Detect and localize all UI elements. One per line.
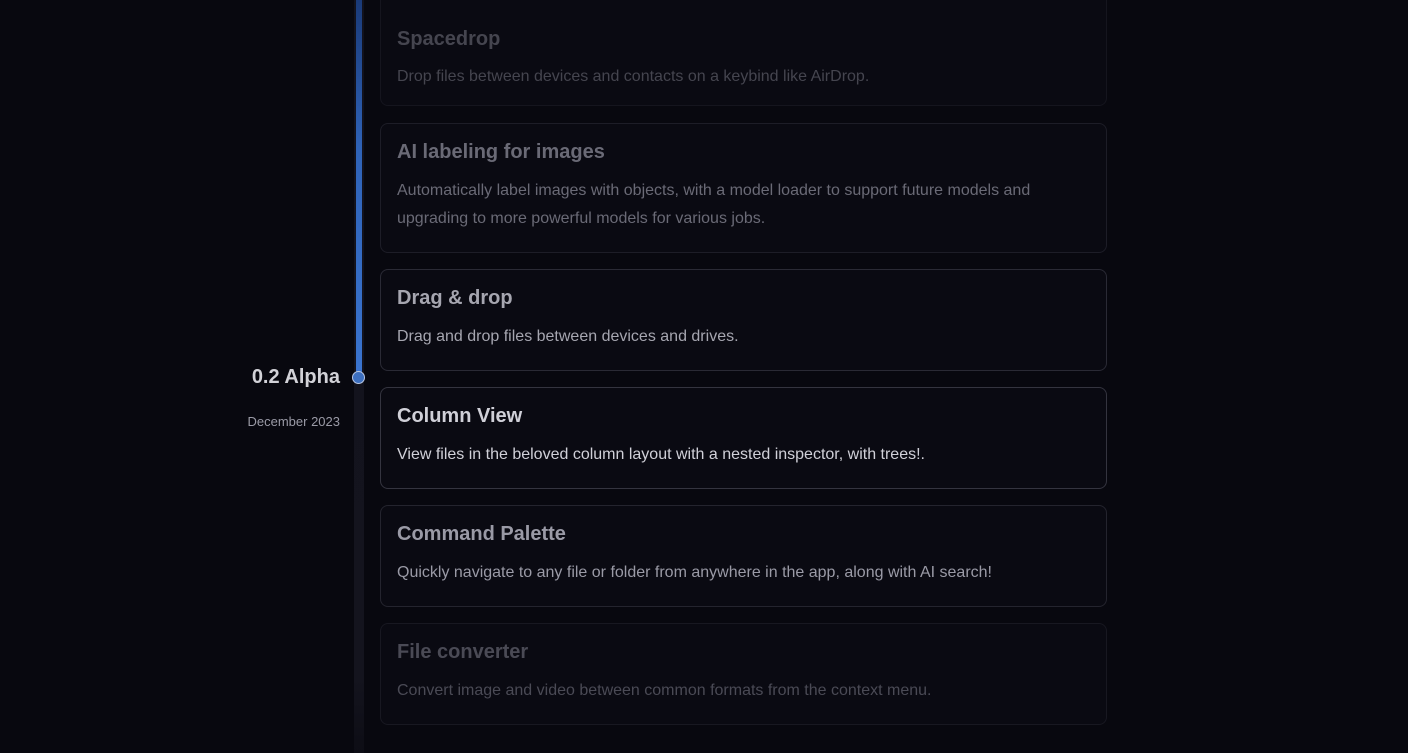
feature-title: File converter: [397, 641, 529, 663]
timeline-progress: [356, 0, 362, 380]
feature-title: Column View: [397, 405, 523, 427]
feature-description: Drag and drop files between devices and drives.: [397, 328, 739, 345]
timeline-milestone-dot: [352, 371, 365, 384]
feature-description: Quickly navigate to any file or folder from anywhere in the app, along with AI search!: [397, 564, 992, 581]
feature-description: Drop files between devices and contacts on a keybind like AirDrop.: [397, 68, 870, 85]
feature-title: Drag & drop: [397, 287, 513, 309]
feature-description: View files in the beloved column layout with a nested inspector, with trees!.: [397, 446, 925, 463]
feature-card-column-view: [380, 387, 1107, 489]
feature-description: Convert image and video between common formats from the context menu.: [397, 682, 932, 699]
feature-description: Automatically label images with objects, with a model loader to support future models and upgrading to more powerful models for various jobs.: [397, 182, 1031, 227]
feature-card-command-palette: [380, 505, 1107, 607]
feature-card-ai-labeling: [380, 123, 1107, 253]
feature-card-drag-drop: [380, 269, 1107, 371]
feature-card-file-converter: [380, 623, 1107, 725]
feature-title: Command Palette: [397, 523, 566, 545]
feature-title: AI labeling for images: [397, 141, 605, 163]
milestone-title: 0.2 Alpha: [251, 366, 340, 388]
milestone-date: December 2023: [247, 414, 340, 429]
feature-title: Spacedrop: [397, 28, 501, 50]
feature-card-spacedrop: [380, 0, 1107, 106]
